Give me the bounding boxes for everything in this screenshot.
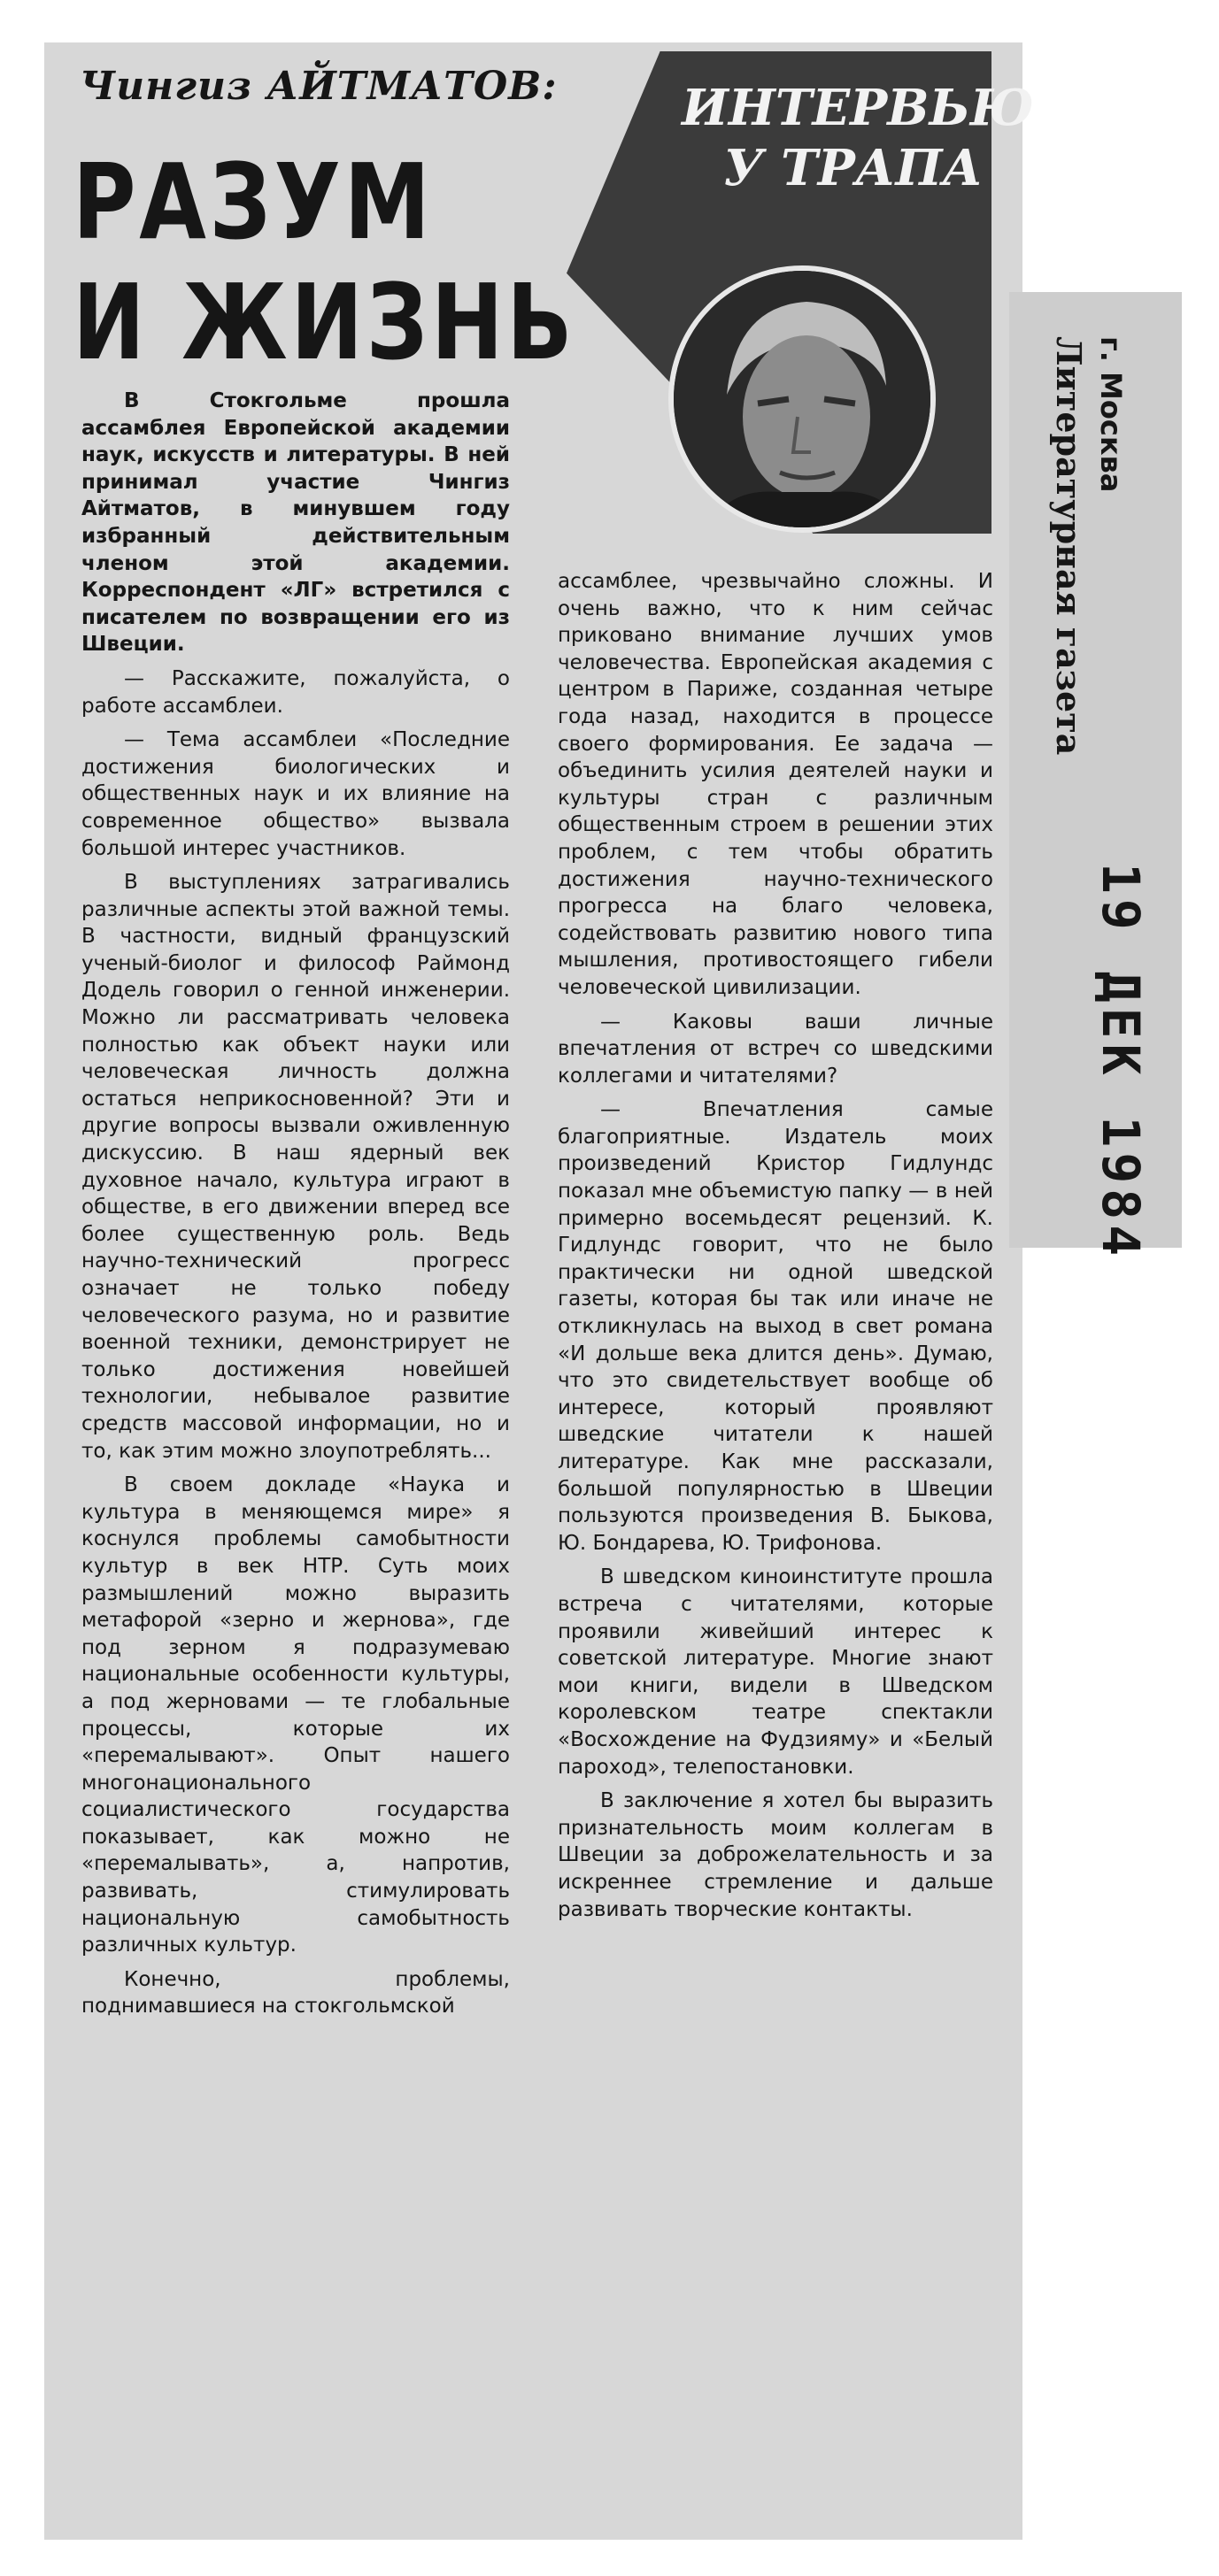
- interviewer-question: — Расскажите, пожалуйста, о работе ассамблеи.: [81, 666, 510, 718]
- headline-line-1: РАЗУМ: [73, 141, 434, 263]
- article-headline: [73, 142, 575, 382]
- author-portrait: [668, 265, 936, 533]
- library-stamp: [1049, 336, 1182, 756]
- paragraph: — Впечатления самые благоприятные. Издатель моих произведений Кристор Гидлундс показал мне объемистую папку — в ней примерно восемьдесят рецензий. К. Гидлундс говорит, что не было практически ни одной шведской газеты, которая бы так или иначе не откликнулась на выход в свет романа «И дольше века длится день». Думаю, что это свидетельствует вообще об интересе, который проявляют шведские читатели к нашей литературе. Как мне рассказали, большой популярностью в Швеции пользуются произведения В. Быкова, Ю. Бондарева, Ю. Трифонова.: [558, 1098, 993, 1555]
- paragraph: Конечно, проблемы, поднимавшиеся на стокгольмской: [81, 1967, 510, 2019]
- rubric-line-1: ИНТЕРВЬЮ: [682, 79, 1034, 137]
- rubric-line-2: У ТРАПА: [723, 139, 983, 197]
- author-byline: Чингиз АЙТМАТОВ:: [80, 64, 558, 109]
- rubric-label: [682, 78, 1034, 198]
- paragraph: В своем докладе «Наука и культура в меняющемся мире» я коснулся проблемы самобытности культур в век НТР. Суть моих размышлений можно выразить метафорой «зерно и жернова», где под зерном я подразумеваю национальные особенности культуры, а под жерновами — те глобальные процессы, которые их «перемалывают». Опыт нашего многонационального социалистического государства показывает, как можно не «перемалывать», а, напротив, развивать, стимулировать национальную самобытность различных культур.: [81, 1473, 510, 1957]
- paragraph: — Тема ассамблеи «Последние достижения биологических и общественных наук и их влияние на современное общество» вызвала большой интерес участников.: [81, 728, 510, 860]
- lead-paragraph: В Стокгольме прошла ассамблея Европейской академии наук, искусств и литературы. В ней принимал участие Чингиз Айтматов, в минувшем году избранный действительным членом этой академии. Корреспондент «ЛГ» встретился с писателем по возвращении его из Швеции.: [81, 389, 510, 657]
- interviewer-question: — Каковы ваши личные впечатления от встреч со шведскими коллегами и читателями?: [558, 1010, 993, 1088]
- article-column-left: [81, 388, 510, 2027]
- portrait-illustration: [674, 271, 930, 527]
- stamp-city: г. Москва: [1094, 336, 1128, 493]
- paragraph: ассамблее, чрезвычайно сложны. И очень важно, что к ним сейчас приковано внимание лучших умов человечества. Европейская академия с центром в Париже, созданная четыре года назад, находится в процессе своего формирования. Ее задача — объединить усилия деятелей науки и культуры стран с различным общественным строем в решении этих проблем, с тем чтобы обратить достижения научно-технического прогресса на благо человека, содействовать развитию нового типа мышления, противостоящего гибели человеческой цивилизации.: [558, 570, 993, 999]
- article-column-right: [558, 568, 993, 1930]
- headline-line-2: И ЖИЗНЬ: [73, 261, 576, 383]
- stamp-newspaper-name: Литературная газета: [1049, 336, 1089, 756]
- paragraph: В выступлениях затрагивались различные аспекты этой важной темы. В частности, видный французский ученый-биолог и философ Раймонд Додель говорил о генной инженерии. Можно ли рассматривать человека полностью как объект науки или человеческая личность должна остаться неприкосновенной? Эти и другие вопросы вызвали оживленную дискуссию. В наш ядерный век духовное начало, культура играют в обществе, в его движении вперед все более существенную роль. Ведь научно-технический прогресс означает не только победу человеческого разума, но и развитие военной техники, демонстрирует не только достижения новейшей технологии, небывалое развитие средств массовой информации, но и то, как этим можно злоупотреблять...: [81, 871, 510, 1463]
- stamp-date: 19 ДЕК 1984: [1091, 863, 1151, 1262]
- paragraph: В шведском киноинституте прошла встреча с читателями, которые проявили живейший интерес к советской литературе. Многие знают мои книги, видели в Шведском королевском театре спектакли «Восхождение на Фудзияму» и «Белый пароход», телепостановки.: [558, 1565, 993, 1779]
- paragraph: В заключение я хотел бы выразить признательность моим коллегам в Швеции за доброжелательность и за искреннее стремление и дальше развивать творческие контакты.: [558, 1789, 993, 1921]
